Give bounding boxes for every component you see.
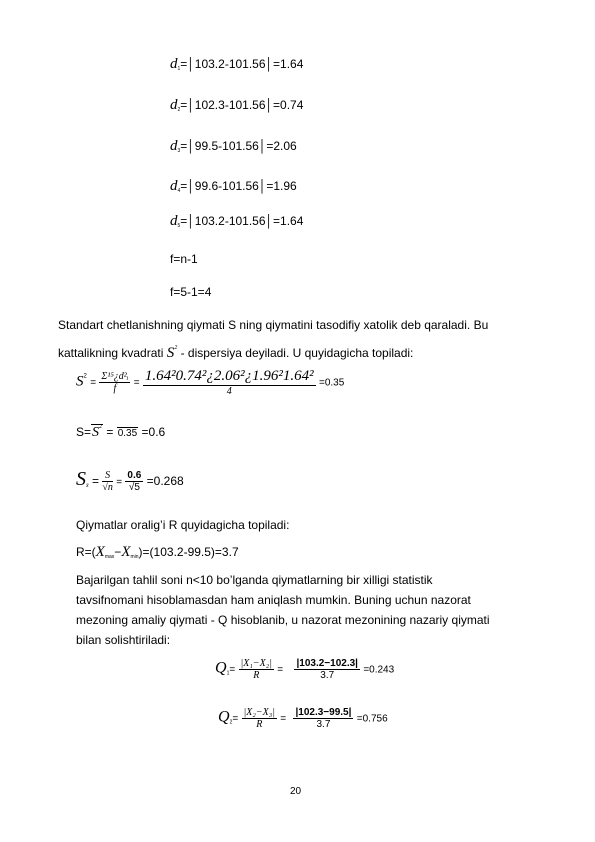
s-symbol: $S^2$	[166, 345, 178, 361]
paragraph-line: Bajarilgan tahlil soni n<10 bo’lganda qiymatlarning bir xilligi statistik	[76, 573, 433, 587]
range-formula: $R=(X_{max}-X_{min})=(103.2-99.5)=3.7$	[76, 544, 239, 560]
q2-formula: $Q_2=$ $\frac{\text{|X₂−X₃|}}{R}$ = $\frac{|102.3-99.5|}{3.7}$ =0.756	[218, 707, 388, 730]
deviation-row: $d_1=│103.2-101.56│=1.64$	[170, 56, 304, 72]
q1-formula: $Q_1=$ $\frac{\text{|X₁−X₂|}}{R}$ = $\frac{|103.2-102.3|}{3.7}$ =0.243	[215, 658, 395, 681]
paragraph-line: mezoning amaliy qiymati - Q hisoblanib, u nazorat mezonining nazariy qiymati	[76, 613, 490, 627]
paragraph-line: bilan solishtiriladi:	[76, 633, 171, 647]
degrees-of-freedom-value: f=5-1=4	[170, 285, 212, 299]
page-number: 20	[290, 786, 302, 797]
variance-expanded: $\frac{\text{1.64²0.74²¿2.06²¿1.96²1.64²}}{4}$	[144, 368, 314, 397]
deviation-row: $d_4=│99.6-101.56│=1.96$	[170, 178, 297, 194]
paragraph-line: kattalikning kvadrati $S^2$ - dispersiya deyiladi. U quyidagicha topiladi:	[58, 345, 414, 361]
variance-fraction: $\frac{\text{Σ¹⁵¿d²ᵢ}}{f}$	[101, 371, 129, 394]
standard-error-formula: $S_{x̄}$ = $\frac{S}{√n}$ = $\frac{0.6}{√5}$ =0.268	[76, 468, 184, 494]
deviation-row: $d_5=│103.2-101.56│=1.64$	[170, 213, 304, 229]
deviation-row: $d_3=│99.5-101.56│=2.06$	[170, 138, 297, 154]
paragraph-line: tavsifnomani hisoblamasdan ham aniqlash mumkin. Buning uchun nazorat	[76, 593, 471, 607]
variance-formula: $S^2$ = $\frac{\text{Σ¹⁵¿d²ᵢ}}{f}$ = $\frac{\text{1.64²0.74²¿2.06²¿1.96²1.64²}}{4}$ =0.35	[76, 368, 345, 397]
standard-deviation-formula: $S=S^2 = 0.35 =0.6$	[76, 424, 166, 440]
degrees-of-freedom-formula: f=n-1	[170, 252, 198, 266]
deviation-row: $d_2=│102.3-101.56│=0.74$	[170, 97, 304, 113]
paragraph-line: Standart chetlanishning qiymati S ning qiymatini tasodifiy xatolik deb qaraladi. Bu	[58, 318, 489, 332]
paragraph-line: Qiymatlar oralig’i R quyidagicha topiladi:	[76, 518, 290, 532]
